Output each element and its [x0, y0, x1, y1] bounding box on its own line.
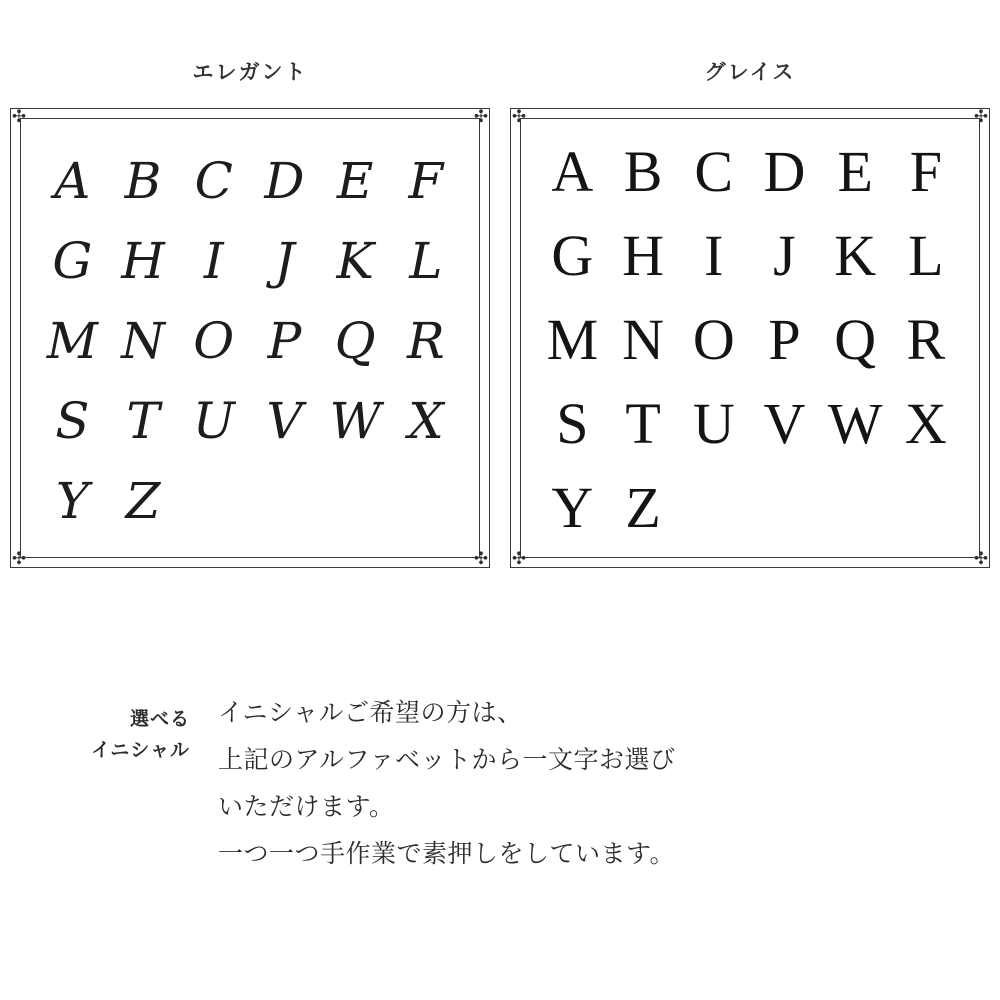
corner-ornament-icon: ✣: [473, 107, 489, 126]
alphabet-grid-elegant: [37, 137, 463, 539]
alphabet-letter: H: [121, 232, 165, 290]
alphabet-letter: T: [625, 391, 661, 456]
corner-ornament-icon: ✣: [511, 549, 527, 568]
alphabet-letter: J: [274, 232, 295, 290]
alphabet-letter: M: [546, 307, 599, 372]
alphabet-letter: L: [908, 223, 944, 288]
alphabet-letter: J: [773, 223, 796, 288]
description-section: [0, 690, 1000, 878]
corner-ornament-icon: ✣: [973, 107, 989, 126]
alphabet-letter: I: [203, 232, 224, 290]
alphabet-letter: L: [409, 232, 443, 290]
alphabet-letter: M: [46, 312, 98, 370]
alphabet-letter: R: [407, 312, 445, 370]
alphabet-letter: S: [55, 392, 90, 450]
alphabet-letter: D: [763, 139, 806, 204]
font-panel-title-grace: グレイス: [704, 61, 796, 84]
description-label-line-1: 選べる: [129, 709, 190, 730]
alphabet-letter: F: [408, 152, 444, 210]
alphabet-letter: D: [264, 152, 305, 210]
alphabet-letter: B: [124, 152, 162, 210]
alphabet-letter: Q: [834, 307, 877, 372]
alphabet-letter: H: [622, 223, 664, 288]
alphabet-letter: Z: [125, 472, 161, 530]
alphabet-letter: W: [827, 391, 883, 456]
alphabet-letter: U: [192, 392, 235, 450]
description-label: [60, 690, 210, 766]
alphabet-letter: X: [904, 391, 947, 456]
alphabet-letter: F: [909, 139, 942, 204]
alphabet-letter: A: [54, 152, 91, 210]
alphabet-letter: P: [768, 307, 801, 372]
description-line: イニシャルご希望の方は、: [218, 699, 523, 727]
alphabet-letter: K: [336, 232, 374, 290]
alphabet-grid-grace: [537, 137, 963, 539]
description-line: 上記のアルファベットから一文字お選び: [218, 746, 676, 774]
alphabet-letter: Q: [334, 312, 376, 370]
alphabet-letter: U: [692, 391, 735, 456]
ornamental-frame-grace: [510, 108, 990, 568]
corner-ornament-icon: ✣: [973, 549, 989, 568]
alphabet-letter: A: [551, 139, 594, 204]
alphabet-letter: O: [193, 312, 235, 370]
alphabet-letter: K: [834, 223, 877, 288]
font-panel-grace: [510, 60, 990, 568]
corner-ornament-icon: ✣: [511, 107, 527, 126]
alphabet-letter: X: [408, 392, 444, 450]
alphabet-letter: B: [623, 139, 663, 204]
corner-ornament-icon: ✣: [473, 549, 489, 568]
description-line: いただけます。: [218, 793, 395, 821]
alphabet-letter: Y: [55, 472, 89, 530]
alphabet-letter: S: [556, 391, 589, 456]
corner-ornament-icon: ✣: [11, 549, 27, 568]
alphabet-letter: C: [194, 152, 233, 210]
alphabet-letter: G: [551, 223, 594, 288]
alphabet-letter: R: [906, 307, 946, 372]
alphabet-letter: G: [52, 232, 93, 290]
alphabet-letter: P: [267, 312, 302, 370]
alphabet-letter: V: [266, 392, 303, 450]
description-line: 一つ一つ手作業で素押しをしています。: [218, 840, 676, 868]
alphabet-letter: V: [763, 391, 806, 456]
description-body: [210, 690, 940, 878]
alphabet-letter: E: [336, 152, 374, 210]
alphabet-letter: I: [704, 223, 724, 288]
description-label-line-2: イニシャル: [91, 740, 190, 761]
font-sample-panels: [0, 60, 1000, 568]
alphabet-letter: Y: [551, 475, 594, 539]
alphabet-letter: E: [837, 139, 873, 204]
alphabet-letter: T: [126, 392, 160, 450]
alphabet-letter: N: [622, 307, 664, 372]
alphabet-letter: O: [692, 307, 735, 372]
alphabet-letter: C: [694, 139, 734, 204]
font-panel-elegant: [10, 60, 490, 568]
alphabet-letter: N: [121, 312, 165, 370]
alphabet-letter: Z: [625, 475, 661, 539]
ornamental-frame-elegant: [10, 108, 490, 568]
corner-ornament-icon: ✣: [11, 107, 27, 126]
alphabet-letter: W: [329, 392, 381, 450]
font-panel-title-elegant: エレガント: [192, 61, 308, 84]
